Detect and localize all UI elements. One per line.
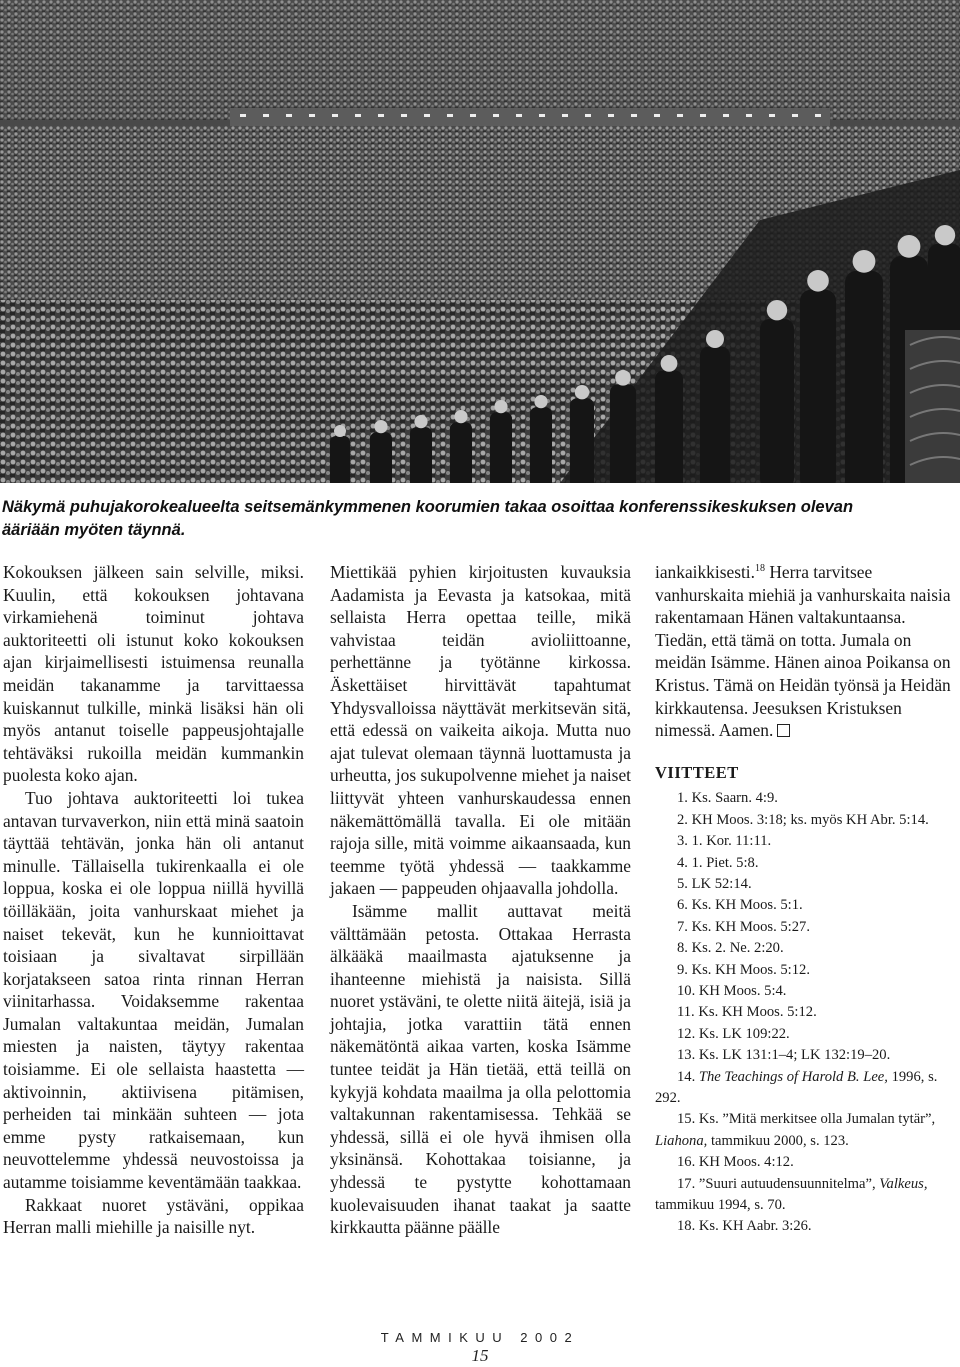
- figure-head: [935, 225, 955, 245]
- ceiling-light: [562, 114, 568, 117]
- figure-head: [334, 425, 346, 437]
- reference-item: 8. Ks. 2. Ne. 2:20.: [677, 940, 784, 957]
- figure-head: [767, 300, 787, 320]
- reference-item: 1. Ks. Saarn. 4:9.: [677, 790, 778, 807]
- text-column-2: [330, 561, 631, 1239]
- ceiling-light: [332, 114, 338, 117]
- reference-item: 10. KH Moos. 5:4.: [677, 983, 787, 999]
- standing-figure: [610, 384, 636, 483]
- ceiling-light: [355, 114, 361, 117]
- ceiling-light: [631, 114, 637, 117]
- reference-item: 5. LK 52:14.: [677, 875, 752, 892]
- crowd-photo-image: [0, 0, 960, 483]
- standing-figure: [450, 422, 472, 483]
- reference-item: 11. Ks. KH Moos. 5:12.: [677, 1004, 817, 1021]
- ceiling-light: [792, 114, 798, 117]
- figure-head: [615, 370, 631, 386]
- ceiling-light: [585, 114, 591, 117]
- figure-head: [414, 415, 427, 428]
- standing-figure: [655, 370, 683, 483]
- page-number: 15: [471, 1346, 489, 1365]
- photo-caption: [2, 496, 952, 542]
- ceiling-light: [700, 114, 706, 117]
- paragraph: [655, 561, 957, 742]
- reference-item: 9. Ks. KH Moos. 5:12.: [677, 961, 810, 978]
- footer-issue-month: TAMMIKUU 2002: [380, 1330, 580, 1345]
- ceiling-light: [539, 114, 545, 117]
- reference-item: 14. The Teachings of Harold B. Lee, 1996, s. 292.: [655, 1068, 938, 1107]
- reference-item: 7. Ks. KH Moos. 5:27.: [677, 918, 810, 935]
- ceiling-light: [516, 114, 522, 117]
- ceiling-light: [608, 114, 614, 117]
- references-list: [655, 788, 957, 1066]
- standing-figure: [410, 427, 432, 483]
- figure-head: [807, 270, 829, 292]
- standing-figure: [370, 432, 392, 483]
- reference-item: 12. Ks. LK 109:22.: [677, 1025, 790, 1042]
- ceiling-light: [470, 114, 476, 117]
- ceiling-light: [286, 114, 292, 117]
- figure-head: [374, 420, 387, 433]
- caption-line-1: Näkymä puhujakorokealueelta seitsemänkymmenen koorumien takaa osoittaa konferenssikeskuksen olevan: [2, 498, 854, 516]
- end-mark-square-icon: [777, 724, 790, 737]
- standing-figure: [530, 407, 552, 483]
- text-column-3: [655, 561, 957, 1238]
- caption-line-2: ääriään myöten täynnä.: [2, 521, 186, 539]
- ceiling-light: [263, 114, 269, 117]
- reference-item: 17. ”Suuri autuudensuunnitelma”, Valkeus, tammikuu 1994, s. 70.: [655, 1175, 928, 1214]
- footnote-marker: 18: [754, 563, 765, 575]
- ceiling-light: [723, 114, 729, 117]
- ceiling-light: [815, 114, 821, 117]
- figure-head: [454, 410, 467, 423]
- references-heading: VIITTEET: [655, 762, 739, 782]
- ceiling-light: [240, 114, 246, 117]
- ceiling-light: [447, 114, 453, 117]
- figure-head: [661, 355, 678, 372]
- paragraph: Miettikää pyhien kirjoitusten kuvauksia Aadamista ja Eevasta ja katsokaa, mitä sellaista Herra opettaa teille, mikä vahvistaa teidän avioliittoanne, perhettänne ja työtänne kirkossa. Äskettäiset hirvittävät tapahtumat Yhdysvalloissa näyttävät merkitsevän sitä, että edessä on vaikeita aikoja. Mutta nuo ajat tulevat olemaan täynnä luottamusta ja urheutta, jos sukupolvenne miehet ja naiset liittyvät yhteen vanhurskaudessa ennen näkemättömällä tavalla. Ei ole mitään rajoja sille, mitä voimme aikaansaada, kun teemme työtä yhdessä — taakkamme jakaen — pappeuden ohjaavalla johdolla.: [330, 562, 631, 899]
- standing-figure: [800, 290, 836, 483]
- figure-head: [706, 330, 724, 348]
- figure-head: [534, 395, 547, 408]
- ceiling-light: [493, 114, 499, 117]
- paragraph: Tuo johtava auktoriteetti loi tukea antavan turvaverkon, niin että minä saatoin täyttää tehtävän, jonka hän oli antanut minulle. Tällaisella tukirenkaalla ei ole loppua, koska ei ole loppua niillä hyvillä töilläkään, joita vanhurskaat miehet ja naiset tekevät, kun he kunnioittavat toisiaan ja sivaltavat sirpillään korjatakseen satoa rinta rinnan Herran viinitarhassa. Voidaksemme rakentaa Jumalan valtakuntaa meidän, Jumalan miesten ja naisten, täytyy rakentaa toisiamme. Ei ole sellaista haastetta — aktivoinnin, aktiivisena pitämisen, perheiden tai minkään suhteen — jota emme pysty ratkaisemaan, kun neuvottelemme yhdessä neuvostoissa ja autamme toisiamme keventämään taakkaa.: [3, 787, 304, 1193]
- text-column-1: [3, 561, 304, 1239]
- ceiling-light: [769, 114, 775, 117]
- paragraph: Isämme mallit auttavat meitä välttämään petosta. Ottakaa Herrasta älkääkä maailmasta ajatuksenne ja ihanteenne miehistä ja naisista. Sillä nuoret ystäväni, te olette niitä äitejä, isiä ja johtajia, jotka varattiin tätä ennen näkemätöntä aikaa varten, koska Isämme tuntee teidät ja Hän tietää, että teillä on kykyjä kohdata maailma ja olla pelottomia valtakunnan rakentamisessa. Tehkää se yhdessä, sillä ei ole hyvä ihmisen olla yksinänsä. Kohottakaa toisianne, ja yhdessä te pystytte kohottamaan kuolevaisuuden ihanat taakat ja saatte kirkkautta päänne päälle: [330, 900, 631, 1238]
- standing-figure: [490, 412, 512, 483]
- reference-item: 18. Ks. KH Aabr. 3:26.: [677, 1218, 812, 1235]
- ceiling-light: [401, 114, 407, 117]
- reference-item: 4. 1. Piet. 5:8.: [677, 854, 759, 871]
- standing-figure: [845, 271, 883, 483]
- reference-item: 15. Ks. ”Mitä merkitsee olla Jumalan tytär”, Liahona, tammikuu 2000, s. 123.: [655, 1111, 936, 1149]
- ceiling-light: [654, 114, 660, 117]
- paragraph-start: iankaikkisesti.: [655, 562, 755, 582]
- figure-head: [494, 400, 507, 413]
- reference-item: 6. Ks. KH Moos. 5:1.: [677, 897, 803, 914]
- standing-figure: [330, 436, 350, 483]
- ceiling-light: [378, 114, 384, 117]
- reference-item: 2. KH Moos. 3:18; ks. myös KH Abr. 5:14.: [677, 811, 929, 828]
- standing-figure: [700, 347, 730, 484]
- ceiling-light: [677, 114, 683, 117]
- figure-head: [853, 250, 876, 273]
- standing-figure: [760, 319, 794, 483]
- ceiling-light: [424, 114, 430, 117]
- ceiling-light: [309, 114, 315, 117]
- conference-photo: [0, 0, 960, 483]
- figure-head: [575, 385, 589, 399]
- standing-figure: [570, 398, 594, 483]
- paragraph: Rakkaat nuoret ystäväni, oppikaa Herran malli miehille ja naisille nyt.: [3, 1194, 304, 1238]
- ceiling-light: [746, 114, 752, 117]
- paragraph-rest: Herra tarvitsee vanhurskaita miehiä ja vanhurskaita naisia rakentamaan Hänen valtakuntaansa. Tiedän, että tämä on totta. Jumala on meidän Isämme. Hänen ainoa Poikansa on Kristus. Tämä on Heidän työnsä ja Heidän kirkkautensa. Jeesuksen Kristuksen nimessä. Aamen.: [655, 562, 951, 741]
- reference-item: 3. 1. Kor. 11:11.: [677, 833, 772, 850]
- reference-item: 13. Ks. LK 131:1–4; LK 132:19–20.: [677, 1047, 891, 1064]
- figure-head: [898, 235, 921, 258]
- paragraph: Kokouksen jälkeen sain selville, miksi. Kuulin, että kokouksen johtavana virkamiehenä toiminut johtava auktoriteetti oli istunut koko kokouksen ajan kirjaimellisesti istuimensa reunalla meidän takanamme ja tarvittaessa kuiskannut tulkille, minkä lisäksi hän oli myös antanut toiselle pappeusjohtajalle tehtäväksi rukoilla meidän kummankin puolesta koko ajan.: [3, 562, 304, 786]
- reference-item: 16. KH Moos. 4:12.: [677, 1154, 794, 1171]
- references-list-continued: [655, 1067, 957, 1238]
